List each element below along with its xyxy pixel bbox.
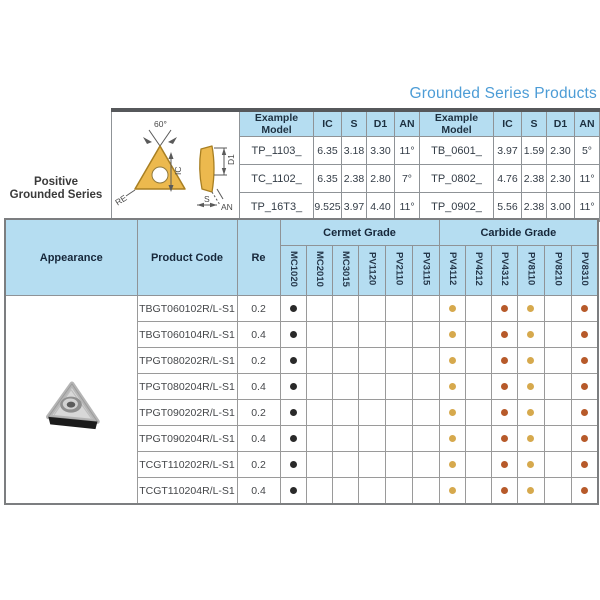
grade-dot-cell: [439, 348, 465, 374]
grade-dot-cell: [280, 452, 306, 478]
d1-label: D1: [225, 154, 236, 165]
grade-column-header: [491, 246, 517, 296]
spec-col-header: Example Model: [240, 110, 314, 137]
grade-dot-cell: [385, 322, 412, 348]
grade-column-header: [571, 246, 598, 296]
insert-side-view: [199, 146, 213, 192]
re-cell: 0.2: [237, 452, 280, 478]
grade-dot-cell: [544, 296, 571, 322]
grade-code: PV8110: [525, 252, 537, 286]
grade-dot-cell: [439, 426, 465, 452]
product-code-cell: TCGT110204R/L-S1: [137, 478, 237, 505]
spec-value-cell: 2.38: [522, 165, 547, 193]
grade-dot-cell: [385, 374, 412, 400]
grade-code: PV1120: [366, 252, 378, 286]
spec-model-cell: TP_0802_: [420, 165, 494, 193]
grade-column-header: [517, 246, 544, 296]
grade-code: MC1020: [287, 251, 299, 287]
grade-dot-cell: [385, 478, 412, 505]
spec-value-cell: 3.00: [547, 193, 575, 222]
grade-dot-cell: [571, 400, 598, 426]
spec-value-cell: 6.35: [314, 137, 342, 165]
spec-col-header: IC: [494, 110, 522, 137]
spec-value-cell: 3.97: [494, 137, 522, 165]
appearance-header: Appearance: [5, 219, 137, 296]
re-cell: 0.4: [237, 322, 280, 348]
grade-dot-cell: [280, 322, 306, 348]
grade-dot-cell: [491, 322, 517, 348]
spec-model-cell: TP_1103_: [240, 137, 314, 165]
grade-dot-cell: [306, 296, 332, 322]
spec-value-cell: 3.18: [342, 137, 367, 165]
grade-dot-cell: [544, 322, 571, 348]
grade-column-header: [412, 246, 439, 296]
grade-dot-cell: [465, 426, 491, 452]
grade-dot-cell: [412, 374, 439, 400]
spec-col-header: D1: [367, 110, 395, 137]
grade-code: PV8210: [552, 252, 564, 286]
grade-dot-cell: [358, 400, 385, 426]
grade-dot-cell: [332, 322, 358, 348]
grade-dot-cell: [544, 452, 571, 478]
spec-value-cell: 2.38: [522, 193, 547, 222]
grade-dot-cell: [465, 348, 491, 374]
grade-dot-cell: [517, 296, 544, 322]
grade-dot-cell: [491, 348, 517, 374]
grade-dot-cell: [544, 374, 571, 400]
grade-dot-cell: [491, 296, 517, 322]
insert-photo: [5, 296, 137, 505]
grade-dot-cell: [491, 374, 517, 400]
spec-value-cell: 6.35: [314, 165, 342, 193]
spec-value-cell: 2.80: [367, 165, 395, 193]
grade-dot-cell: [465, 400, 491, 426]
grade-code: PV4312: [498, 252, 510, 286]
spec-value-cell: 7°: [395, 165, 420, 193]
grade-code: PV8310: [579, 252, 591, 286]
grade-dot-cell: [412, 322, 439, 348]
grade-dot-cell: [439, 322, 465, 348]
grade-column-header: [306, 246, 332, 296]
spec-model-cell: TP_16T3_: [240, 193, 314, 222]
grade-dot-cell: [491, 426, 517, 452]
grade-dot-cell: [358, 374, 385, 400]
grade-dot-cell: [358, 452, 385, 478]
grade-dot-cell: [332, 426, 358, 452]
grade-dot-cell: [571, 322, 598, 348]
grade-dot-cell: [571, 296, 598, 322]
product-grade-table: [4, 218, 599, 505]
grade-dot-cell: [332, 452, 358, 478]
spec-value-cell: 9.525: [314, 193, 342, 222]
re-cell: 0.2: [237, 348, 280, 374]
grade-dot-cell: [412, 400, 439, 426]
grade-column-header: [439, 246, 465, 296]
product-code-cell: TBGT060104R/L-S1: [137, 322, 237, 348]
grade-dot-cell: [517, 452, 544, 478]
grade-dot-cell: [491, 478, 517, 505]
grade-dot-cell: [517, 322, 544, 348]
grade-dot-cell: [439, 400, 465, 426]
product-code-header: Product Code: [137, 219, 237, 296]
spec-value-cell: 1.59: [522, 137, 547, 165]
grade-dot-cell: [465, 478, 491, 505]
grade-dot-cell: [306, 348, 332, 374]
grade-dot-cell: [465, 296, 491, 322]
grade-dot-cell: [280, 296, 306, 322]
product-code-cell: TBGT060102R/L-S1: [137, 296, 237, 322]
grade-dot-cell: [358, 478, 385, 505]
grade-dot-cell: [306, 374, 332, 400]
spec-value-cell: 4.40: [367, 193, 395, 222]
grade-dot-cell: [439, 478, 465, 505]
grade-dot-cell: [412, 296, 439, 322]
spec-value-cell: 5°: [575, 137, 600, 165]
re-cell: 0.4: [237, 426, 280, 452]
grade-column-header: [385, 246, 412, 296]
re-label: RE: [112, 192, 129, 208]
grade-dot-cell: [280, 426, 306, 452]
grade-dot-cell: [439, 374, 465, 400]
product-code-cell: TPGT080202R/L-S1: [137, 348, 237, 374]
grade-dot-cell: [332, 374, 358, 400]
grade-dot-cell: [412, 348, 439, 374]
product-code-cell: TPGT090204R/L-S1: [137, 426, 237, 452]
product-code-cell: TCGT110202R/L-S1: [137, 452, 237, 478]
grade-dot-cell: [544, 478, 571, 505]
grade-dot-cell: [465, 374, 491, 400]
grade-dot-cell: [544, 426, 571, 452]
re-cell: 0.2: [237, 400, 280, 426]
spec-col-header: AN: [395, 110, 420, 137]
grade-dot-cell: [358, 426, 385, 452]
series-label: [2, 176, 110, 202]
re-cell: 0.4: [237, 478, 280, 505]
spec-col-header: AN: [575, 110, 600, 137]
grade-dot-cell: [412, 426, 439, 452]
grade-dot-cell: [571, 374, 598, 400]
cermet-grade-group-header: Cermet Grade: [280, 219, 439, 246]
re-cell: 0.2: [237, 296, 280, 322]
grade-dot-cell: [280, 478, 306, 505]
dimension-diagram-svg: [113, 115, 239, 214]
grade-dot-cell: [306, 322, 332, 348]
insert-dimension-diagram: [112, 110, 240, 221]
grade-dot-cell: [306, 478, 332, 505]
grade-dot-cell: [439, 452, 465, 478]
grade-dot-cell: [571, 426, 598, 452]
spec-value-cell: 2.30: [547, 165, 575, 193]
grade-dot-cell: [439, 296, 465, 322]
grade-dot-cell: [385, 452, 412, 478]
grade-code: PV4112: [446, 252, 458, 286]
grade-dot-cell: [306, 426, 332, 452]
spec-col-header: S: [342, 110, 367, 137]
grade-dot-cell: [571, 478, 598, 505]
spec-col-header: S: [522, 110, 547, 137]
grade-column-header: [280, 246, 306, 296]
grade-dot-cell: [571, 348, 598, 374]
grade-code: MC2010: [313, 251, 325, 287]
grade-dot-cell: [358, 322, 385, 348]
grade-dot-cell: [517, 478, 544, 505]
grade-dot-cell: [280, 374, 306, 400]
grade-dot-cell: [385, 426, 412, 452]
grade-code: PV4212: [472, 252, 484, 286]
grade-dot-cell: [465, 452, 491, 478]
grade-dot-cell: [517, 348, 544, 374]
spec-col-header: D1: [547, 110, 575, 137]
re-header: Re: [237, 219, 280, 296]
spec-model-cell: TC_1102_: [240, 165, 314, 193]
grade-dot-cell: [491, 452, 517, 478]
example-model-table: [111, 108, 600, 222]
series-label-line1: Positive: [33, 176, 79, 188]
series-label-line2: Grounded Series: [9, 189, 103, 201]
spec-model-cell: TP_0902_: [420, 193, 494, 222]
grade-dot-cell: [517, 400, 544, 426]
spec-col-header: Example Model: [420, 110, 494, 137]
spec-value-cell: 11°: [575, 193, 600, 222]
grade-column-header: [465, 246, 491, 296]
grade-dot-cell: [571, 452, 598, 478]
spec-value-cell: 2.38: [342, 165, 367, 193]
spec-value-cell: 4.76: [494, 165, 522, 193]
grade-dot-cell: [332, 400, 358, 426]
re-cell: 0.4: [237, 374, 280, 400]
table-row: [5, 296, 598, 322]
grade-dot-cell: [465, 322, 491, 348]
grade-dot-cell: [491, 400, 517, 426]
ic-label: IC: [172, 166, 183, 175]
grade-dot-cell: [306, 452, 332, 478]
spec-col-header: IC: [314, 110, 342, 137]
spec-value-cell: 3.97: [342, 193, 367, 222]
grade-dot-cell: [412, 478, 439, 505]
grade-column-header: [332, 246, 358, 296]
spec-value-cell: 11°: [395, 137, 420, 165]
grade-dot-cell: [332, 296, 358, 322]
grade-dot-cell: [280, 400, 306, 426]
spec-value-cell: 11°: [395, 193, 420, 222]
grade-dot-cell: [517, 426, 544, 452]
grade-dot-cell: [280, 348, 306, 374]
carbide-grade-group-header: Carbide Grade: [439, 219, 598, 246]
grade-column-header: [544, 246, 571, 296]
grade-dot-cell: [332, 348, 358, 374]
grade-dot-cell: [544, 400, 571, 426]
grade-dot-cell: [385, 348, 412, 374]
spec-value-cell: 2.30: [547, 137, 575, 165]
s-label: S: [203, 194, 210, 204]
grade-code: MC3015: [339, 251, 351, 287]
grade-column-header: [358, 246, 385, 296]
spec-value-cell: 11°: [575, 165, 600, 193]
page-title: Grounded Series Products: [409, 85, 597, 102]
product-code-cell: TPGT090202R/L-S1: [137, 400, 237, 426]
spec-value-cell: 5.56: [494, 193, 522, 222]
grade-dot-cell: [517, 374, 544, 400]
grade-dot-cell: [332, 478, 358, 505]
insert-photo-svg: [38, 379, 104, 434]
grade-dot-cell: [385, 296, 412, 322]
grade-code: PV3115: [420, 252, 432, 286]
grade-dot-cell: [306, 400, 332, 426]
grade-code: PV2110: [393, 252, 405, 286]
product-code-cell: TPGT080204R/L-S1: [137, 374, 237, 400]
grade-dot-cell: [358, 296, 385, 322]
grade-dot-cell: [385, 400, 412, 426]
spec-model-cell: TB_0601_: [420, 137, 494, 165]
angle-label: 60°: [153, 119, 167, 129]
grade-dot-cell: [412, 452, 439, 478]
grade-dot-cell: [358, 348, 385, 374]
grade-dot-cell: [544, 348, 571, 374]
spec-value-cell: 3.30: [367, 137, 395, 165]
an-label: AN: [220, 202, 233, 212]
